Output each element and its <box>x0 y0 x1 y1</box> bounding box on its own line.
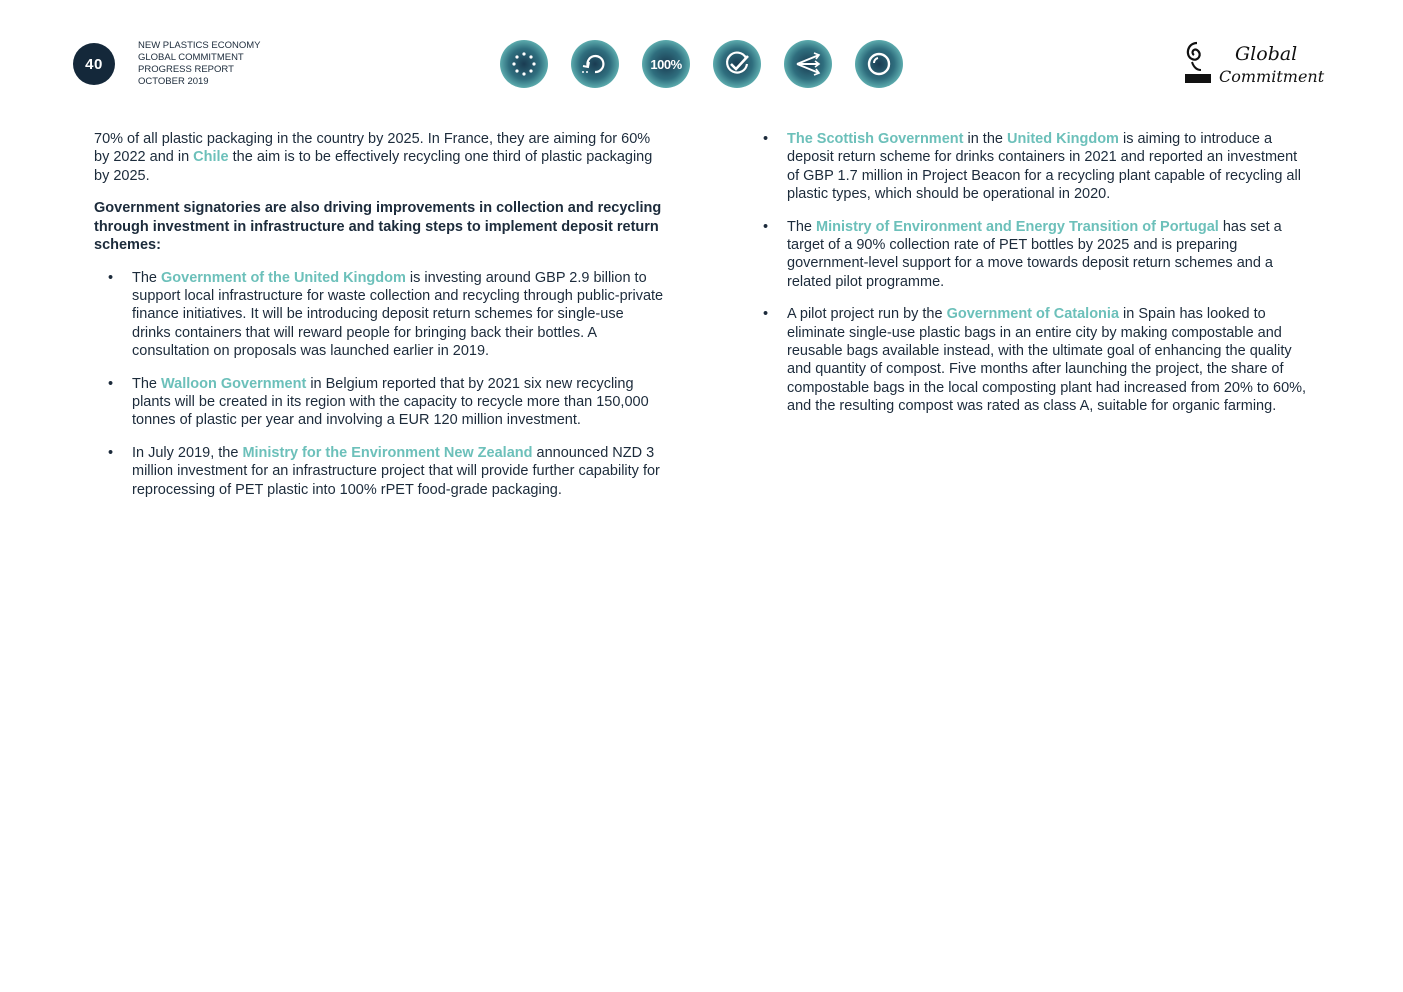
highlight-entity: United Kingdom <box>1006 131 1119 147</box>
report-title-line: OCTOBER 2019 <box>138 76 209 87</box>
bubble-icon[interactable] <box>855 40 903 88</box>
lead-paragraph: Government signatories are also driving improvements in collection and recycling through investment in infrastructure and taking steps to implement deposit return schemes: <box>94 200 662 253</box>
checkmark-icon[interactable] <box>713 40 761 88</box>
commitment-icons <box>500 40 903 88</box>
report-title-line: GLOBAL COMMITMENT <box>138 52 244 63</box>
page-number-badge: 40 <box>73 43 115 85</box>
bullet-text: A pilot project run by the <box>787 306 947 323</box>
report-title-line: NEW PLASTICS ECONOMY <box>138 40 261 51</box>
highlight-entity: The Scottish Government <box>787 131 964 147</box>
list-item <box>763 130 1308 203</box>
logo-word-global: Global <box>1235 43 1298 65</box>
list-item <box>108 269 664 360</box>
logo-word-commitment: Commitment <box>1219 67 1325 86</box>
arrows-icon[interactable] <box>784 40 832 88</box>
recyclable-100-icon[interactable] <box>642 40 690 88</box>
report-title <box>138 40 260 88</box>
bullet-text: in the <box>963 131 1007 147</box>
bullet-text: The <box>132 269 162 286</box>
recyclable-100-label: 100% <box>650 56 682 72</box>
highlight-entity: Ministry of Environment and Energy Transition of Portugal <box>816 218 1219 235</box>
list-item <box>763 218 1308 291</box>
intro-paragraph <box>94 130 664 185</box>
list-item <box>763 305 1308 415</box>
bullet-text: in Belgium reported that by 2021 six new recycling plants will be created in its region with the capacity to recycle more than 150,000 tonnes of plastic per year and involving a EUR 120 million investment. <box>132 375 649 429</box>
highlight-chile: Chile <box>193 149 229 166</box>
bullet-text: is investing around GBP 2.9 billion to support local infrastructure for waste collection and recycling through public-private finance initiatives. It will be introducing deposit return schemes for single-use drinks containers that will reward people for bringing back their bottles. A consultation on proposals was launched earlier in 2019. <box>132 269 664 359</box>
global-commitment-logo <box>1183 38 1325 88</box>
highlight-entity: Walloon Government <box>161 375 307 392</box>
intro-text: 70% of all plastic packaging in the country by 2025. In France, they are aiming for 60% by 2022 and in <box>94 131 651 166</box>
bullet-text: is aiming to introduce a deposit return scheme for drinks containers in 2021 and reported an investment of GBP 1.7 million in Project Beacon for a recycling plant capable of recycling all plastic types, which should be operational in 2020. <box>787 131 1301 202</box>
highlight-entity: Government of Catalonia <box>946 306 1120 323</box>
bullet-text: In July 2019, the <box>132 445 243 462</box>
left-bullet-list <box>94 269 664 499</box>
bullet-text: The <box>787 218 817 235</box>
right-column <box>763 130 1308 430</box>
list-item <box>108 375 664 430</box>
right-bullet-list <box>763 130 1308 415</box>
left-column <box>94 130 664 514</box>
report-title-line: PROGRESS REPORT <box>138 64 234 75</box>
highlight-entity: Government of the United Kingdom <box>161 269 406 286</box>
reuse-loop-icon[interactable] <box>571 40 619 88</box>
bullet-text: has set a target of a 90% collection rate of PET bottles by 2025 and is preparing government-level support for a move towards deposit return schemes and a related pilot programme. <box>787 218 1282 290</box>
list-item <box>108 444 664 499</box>
bullet-text: The <box>132 375 162 392</box>
bullet-text: announced NZD 3 million investment for an infrastructure project that will provide further capability for reprocessing of PET plastic into 100% rPET food-grade packaging. <box>132 445 660 498</box>
bullet-text: in Spain has looked to eliminate single-use plastic bags in an entire city by making compostable and reusable bags available instead, with the ultimate goal of enhancing the quality and quantity of compost. Five months after launching the project, the share of compostable bags in the local composting plant had increased from 20% to 60%, and the resulting compost was rated as class A, suitable for organic farming. <box>787 306 1307 414</box>
intro-text: the aim is to be effectively recycling one third of plastic packaging by 2025. <box>94 149 653 184</box>
circle-dots-icon[interactable] <box>500 40 548 88</box>
highlight-entity: Ministry for the Environment New Zealand <box>242 445 533 462</box>
